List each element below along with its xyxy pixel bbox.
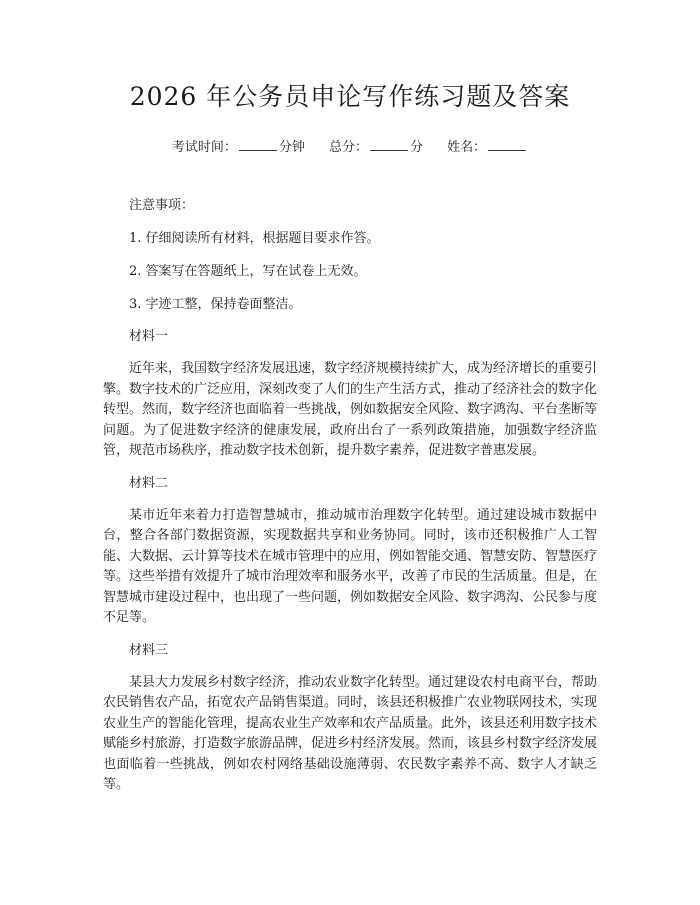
notice-item: 1. 仔细阅读所有材料，根据题目要求作答。 — [129, 231, 380, 246]
material-title: 材料三 — [129, 642, 169, 658]
exam-time-label: 考试时间： — [171, 140, 237, 155]
notice-item: 2. 答案写在答题纸上，写在试卷上无效。 — [129, 264, 367, 279]
name-label: 姓名： — [447, 140, 487, 155]
material-section-3 — [103, 641, 597, 796]
notice-item: 3. 字迹工整，保持卷面整洁。 — [129, 297, 302, 312]
total-score-blank — [370, 136, 408, 151]
name-field — [447, 136, 528, 158]
notice-heading: 注意事项： — [129, 198, 195, 213]
exam-info-line — [103, 136, 597, 158]
total-score-unit: 分 — [410, 140, 424, 155]
material-body: 近年来，我国数字经济发展迅速，数字经济规模持续扩大，成为经济增长的重要引擎。数字技术的广泛应用，深刻改变了人们的生产生活方式，推动了经济社会的数字化转型。然而，数字经济也面临着一些挑战，例如数据安全风险、数字鸿沟、平台垄断等问题。为了促进数字经济的健康发展，政府出台了一系列政策措施，加强数字经济监管，规范市场秩序，推动数字技术创新，提升数字素养，促进数字普惠发展。 — [103, 361, 598, 458]
exam-time-blank — [239, 136, 277, 151]
material-title: 材料二 — [129, 475, 169, 491]
name-blank — [488, 136, 526, 151]
total-score-field — [329, 136, 423, 158]
document-title: 2026 年公务员申论写作练习题及答案 — [129, 82, 571, 111]
exam-time-unit: 分钟 — [278, 140, 305, 155]
material-title: 材料一 — [129, 329, 169, 344]
material-section-2 — [103, 474, 597, 629]
material-section-1 — [103, 327, 597, 462]
material-body: 某县大力发展乡村数字经济，推动农业数字化转型。通过建设农村电商平台，帮助农民销售农产品，拓宽农产品销售渠道。同时，该县还积极推广农业物联网技术，实现农业生产的智能化管理，提高农业生产效率和农产品质量。此外，该县还利用数字技术赋能乡村旅游，打造数字旅游品牌，促进乡村经济发展。然而，该县乡村数字经济发展也面临着一些挑战，例如农村网络基础设施薄弱、农民数字素养不高、数字人才缺乏等。 — [103, 674, 598, 792]
total-score-label: 总分： — [328, 140, 368, 155]
exam-time-field — [172, 136, 305, 158]
material-body: 某市近年来着力打造智慧城市，推动城市治理数字化转型。通过建设城市数据中台，整合各部门数据资源，实现数据共享和业务协同。同时，该市还积极推广人工智能、大数据、云计算等技术在城市管理中的应用，例如智能交通、智慧安防、智慧医疗等。这些举措有效提升了城市治理效率和服务水平，改善了市民的生活质量。但是，在智慧城市建设过程中，也出现了一些问题，例如数据安全风险、数字鸿沟、公民参与度不足等。 — [103, 507, 598, 625]
